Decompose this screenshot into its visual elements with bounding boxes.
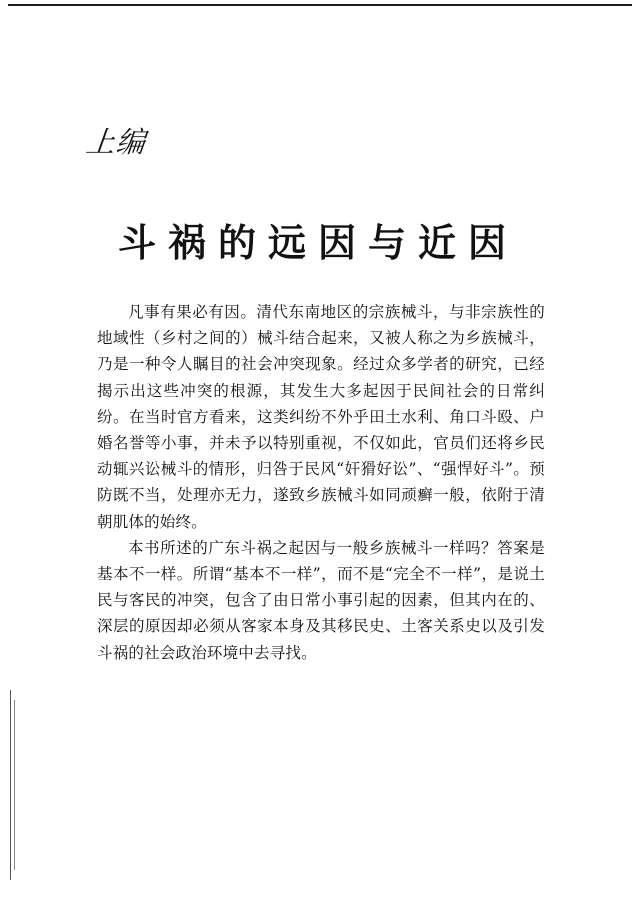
paragraph-2: 本书所述的广东斗祸之起因与一般乡族械斗一样吗？答案是基本不一样。所谓“基本不一样”，而不是“完全不一样”，是说土民与客民的冲突，包含了由日常小事引起的因素，但其内在的、深层的原因却必须从客家本身及其移民史、土客关系史以及引发斗祸的社会政治环境中去寻找。 [97, 538, 545, 662]
scan-edge-line-inner [14, 700, 15, 870]
top-border-line [8, 4, 632, 6]
part-label: 上编 [84, 125, 148, 159]
chapter-title: 斗祸的远因与近因 [117, 220, 518, 265]
scan-edge-line [10, 690, 11, 880]
body-text [97, 299, 545, 666]
paragraph-1: 凡事有果必有因。清代东南地区的宗族械斗，与非宗族性的地域性（乡村之间的）械斗结合起来，又被人称之为乡族械斗，乃是一种令人瞩目的社会冲突现象。经过众多学者的研究，已经揭示出这些冲突的根源，其发生大多起因于民间社会的日常纠纷。在当时官方看来，这类纠纷不外乎田土水利、角口斗殴、户婚名誉等小事，并未予以特别重视，不仅如此，官员们还将乡民动辄兴讼械斗的情形，归咎于民风“奸猾好讼”、“强悍好斗”。预防既不当，处理亦无力，遂致乡族械斗如同顽癣一般，依附于清朝肌体的始终。 [97, 303, 545, 531]
